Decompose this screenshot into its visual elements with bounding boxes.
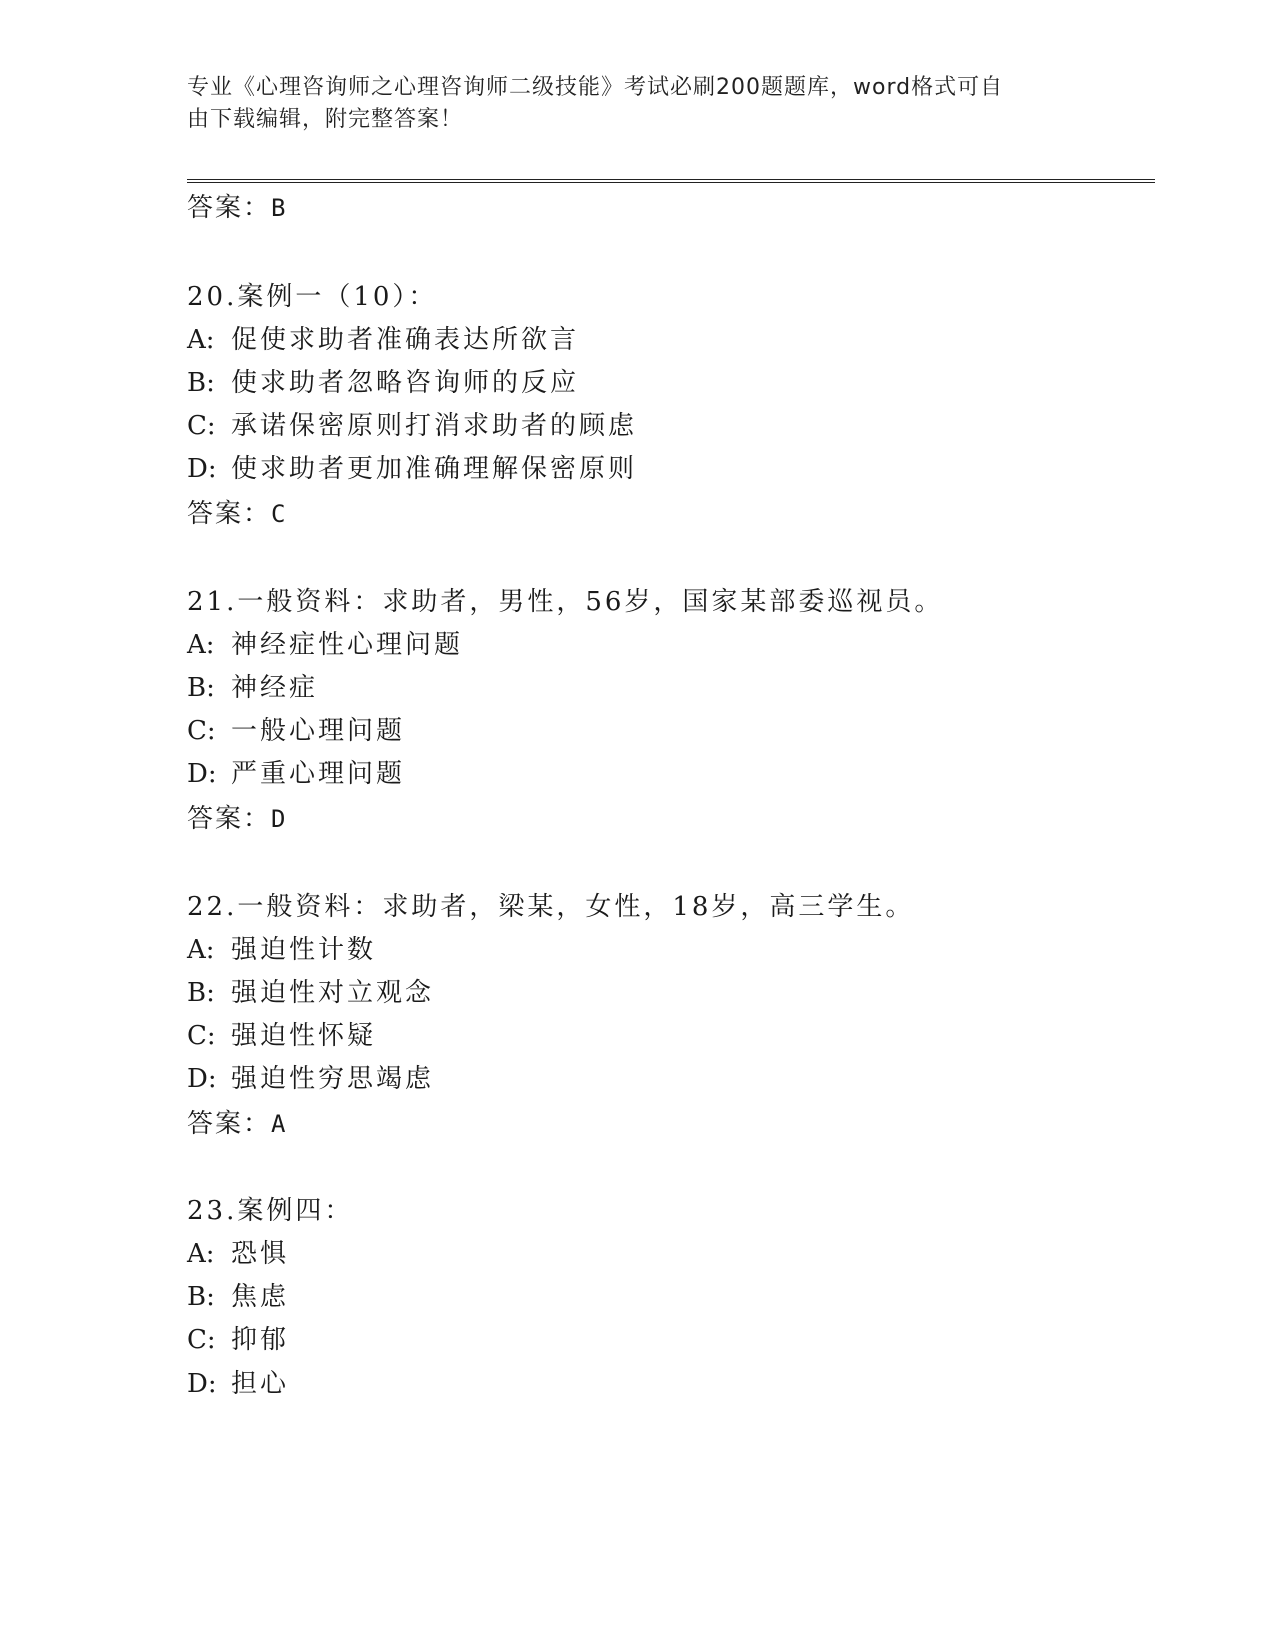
option-text: 使求助者忽略咨询师的反应 bbox=[231, 368, 580, 398]
question-stem: 20.案例一（10）： bbox=[187, 282, 438, 312]
option-key: D: bbox=[187, 1064, 217, 1094]
option-key: B: bbox=[187, 368, 215, 398]
answer-label: 答案： bbox=[187, 804, 272, 834]
answer-label: 答案： bbox=[187, 193, 272, 223]
option-item bbox=[187, 1062, 434, 1096]
option-key: C: bbox=[187, 716, 216, 746]
answer-line bbox=[187, 497, 287, 531]
option-item bbox=[187, 323, 579, 357]
answer-line bbox=[187, 802, 287, 836]
document-header bbox=[187, 72, 1067, 136]
option-item bbox=[187, 366, 579, 400]
option-text: 焦虑 bbox=[231, 1282, 290, 1312]
option-text: 严重心理问题 bbox=[231, 759, 406, 789]
option-key: C: bbox=[187, 1021, 216, 1051]
option-item bbox=[187, 714, 405, 748]
option-key: D: bbox=[187, 454, 217, 484]
option-key: C: bbox=[187, 411, 216, 441]
answer-value: B bbox=[271, 194, 288, 222]
option-key: A: bbox=[187, 630, 215, 660]
answer-label: 答案： bbox=[187, 499, 272, 529]
option-item bbox=[187, 1019, 376, 1053]
option-text: 促使求助者准确表达所欲言 bbox=[231, 325, 580, 355]
option-item bbox=[187, 628, 463, 662]
option-item bbox=[187, 409, 637, 443]
question-stem: 21.一般资料：求助者，男性，56岁，国家某部委巡视员。 bbox=[187, 587, 944, 617]
option-text: 强迫性计数 bbox=[231, 935, 377, 965]
answer-value: A bbox=[271, 1110, 288, 1138]
option-text: 抑郁 bbox=[231, 1325, 290, 1355]
option-item bbox=[187, 452, 637, 486]
answer-value: D bbox=[271, 805, 288, 833]
question-stem: 22.一般资料：求助者，梁某，女性，18岁，高三学生。 bbox=[187, 892, 915, 922]
option-text: 承诺保密原则打消求助者的顾虑 bbox=[231, 411, 638, 441]
answer-label: 答案： bbox=[187, 1109, 272, 1139]
option-text: 强迫性怀疑 bbox=[231, 1021, 377, 1051]
header-line-1: 专业《心理咨询师之心理咨询师二级技能》考试必刷200题题库，word格式可自 bbox=[187, 75, 1004, 100]
answer-value: C bbox=[271, 500, 288, 528]
option-key: A: bbox=[187, 1239, 215, 1269]
option-text: 恐惧 bbox=[231, 1239, 290, 1269]
option-text: 担心 bbox=[231, 1369, 290, 1399]
option-text: 神经症 bbox=[231, 673, 319, 703]
option-key: B: bbox=[187, 673, 215, 703]
option-item bbox=[187, 671, 318, 705]
option-item bbox=[187, 1280, 289, 1314]
option-key: B: bbox=[187, 1282, 215, 1312]
option-text: 一般心理问题 bbox=[231, 716, 406, 746]
option-item bbox=[187, 1367, 289, 1401]
answer-line bbox=[187, 1107, 287, 1141]
option-item bbox=[187, 933, 376, 967]
question-stem: 23.案例四： bbox=[187, 1196, 354, 1226]
option-item bbox=[187, 1237, 289, 1271]
option-key: D: bbox=[187, 1369, 217, 1399]
option-key: A: bbox=[187, 935, 215, 965]
header-divider bbox=[187, 179, 1155, 183]
option-item bbox=[187, 757, 405, 791]
option-item bbox=[187, 1323, 289, 1357]
option-key: A: bbox=[187, 325, 215, 355]
option-text: 神经症性心理问题 bbox=[231, 630, 464, 660]
option-item bbox=[187, 976, 434, 1010]
option-key: B: bbox=[187, 978, 215, 1008]
option-key: C: bbox=[187, 1325, 216, 1355]
option-text: 使求助者更加准确理解保密原则 bbox=[231, 454, 638, 484]
answer-line bbox=[187, 191, 287, 225]
option-text: 强迫性穷思竭虑 bbox=[231, 1064, 435, 1094]
option-key: D: bbox=[187, 759, 217, 789]
header-line-2: 由下载编辑，附完整答案！ bbox=[187, 107, 464, 132]
option-text: 强迫性对立观念 bbox=[231, 978, 435, 1008]
